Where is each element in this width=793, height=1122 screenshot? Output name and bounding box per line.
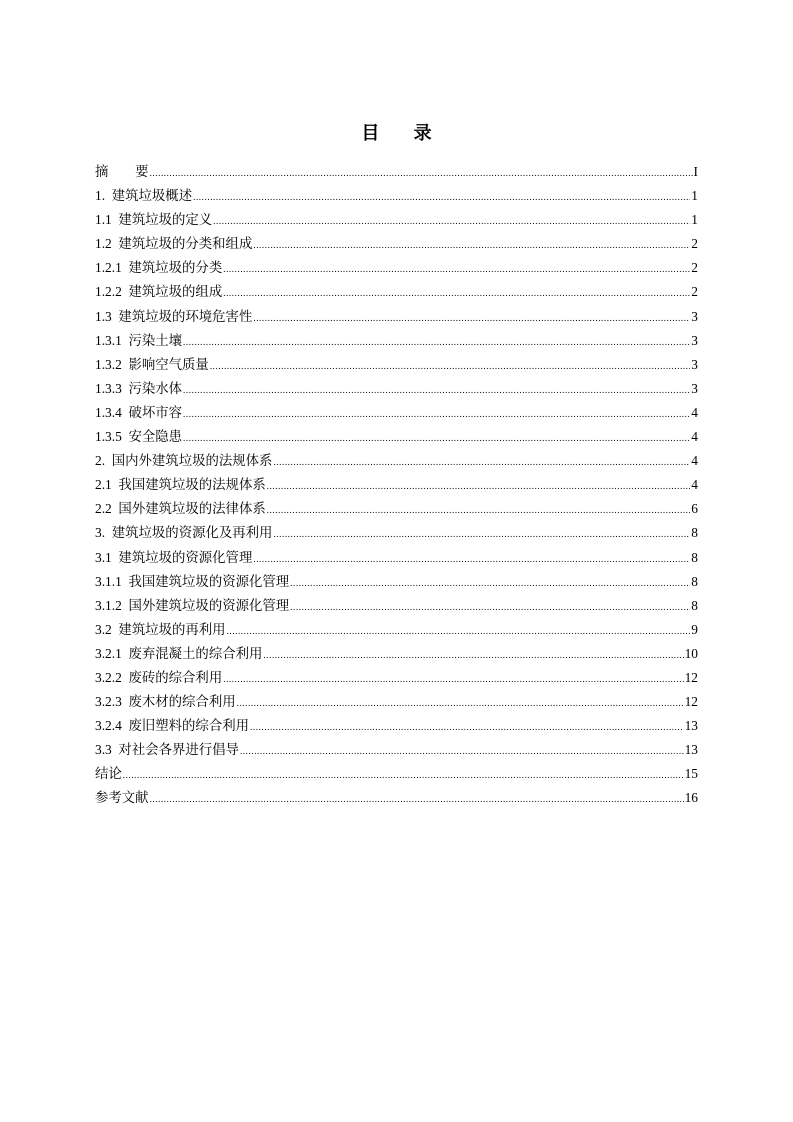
toc-entry-page-number: 9 <box>691 621 698 637</box>
page-title: 目 录 <box>361 123 446 144</box>
toc-dot-leader <box>290 595 690 619</box>
toc-entry-page-number: 3 <box>691 380 698 396</box>
toc-entry-page-number: 1 <box>691 212 698 228</box>
toc-dot-leader <box>227 619 691 643</box>
toc-entry[interactable] <box>95 425 698 449</box>
toc-dot-leader <box>150 787 684 811</box>
toc-dot-leader <box>183 330 690 354</box>
toc-entry-label: 2.2 国外建筑垃圾的法律体系 <box>95 501 266 517</box>
toc-entry-page-number: 2 <box>691 260 698 276</box>
toc-entry-label: 3.3 对社会各界进行倡导 <box>95 742 239 758</box>
toc-entry[interactable] <box>95 160 698 184</box>
toc-entry-page-number: 3 <box>691 308 698 324</box>
toc-entry[interactable] <box>95 497 698 521</box>
toc-entry-page-number: 13 <box>684 718 698 734</box>
toc-dot-leader <box>267 498 691 522</box>
toc-entry-page-number: 4 <box>691 453 698 469</box>
toc-entry-label: 1.3 建筑垃圾的环境危害性 <box>95 308 253 324</box>
toc-entry-page-number: 2 <box>691 236 698 252</box>
toc-entry[interactable] <box>95 521 698 545</box>
toc-entry[interactable] <box>95 401 698 425</box>
toc-entry-label: 1.2 建筑垃圾的分类和组成 <box>95 236 253 252</box>
toc-list <box>95 160 698 811</box>
toc-entry[interactable] <box>95 232 698 256</box>
toc-dot-leader <box>223 667 683 691</box>
toc-dot-leader <box>273 522 690 546</box>
toc-entry[interactable] <box>95 738 698 762</box>
toc-dot-leader <box>253 233 690 257</box>
toc-entry-label: 3.2.2 废砖的综合利用 <box>95 669 223 685</box>
toc-entry-page-number: 8 <box>691 573 698 589</box>
toc-entry-page-number: 8 <box>691 525 698 541</box>
toc-dot-leader <box>210 354 690 378</box>
toc-entry[interactable] <box>95 305 698 329</box>
toc-entry-page-number: 16 <box>684 790 698 806</box>
toc-entry-label: 3.2.4 废旧塑料的综合利用 <box>95 718 249 734</box>
toc-entry[interactable] <box>95 570 698 594</box>
toc-entry[interactable] <box>95 473 698 497</box>
toc-entry-page-number: 12 <box>684 669 698 685</box>
toc-dot-leader <box>183 402 690 426</box>
toc-entry-label: 3.1.2 国外建筑垃圾的资源化管理 <box>95 597 290 613</box>
toc-dot-leader <box>193 185 690 209</box>
toc-entry-label: 1.2.2 建筑垃圾的组成 <box>95 284 223 300</box>
toc-dot-leader <box>223 281 690 305</box>
toc-dot-leader <box>237 691 684 715</box>
toc-entry-label: 3.2.1 废弃混凝土的综合利用 <box>95 645 263 661</box>
toc-entry-label: 1.3.2 影响空气质量 <box>95 356 209 372</box>
toc-entry[interactable] <box>95 594 698 618</box>
toc-entry-label: 1.1 建筑垃圾的定义 <box>95 212 213 228</box>
toc-entry[interactable] <box>95 280 698 304</box>
toc-entry-label: 3. 建筑垃圾的资源化及再利用 <box>95 525 273 541</box>
toc-entry-label: 结论 <box>95 766 122 782</box>
toc-entry-label: 1.3.4 破坏市容 <box>95 404 183 420</box>
toc-entry-page-number: 12 <box>684 694 698 710</box>
toc-dot-leader <box>253 306 690 330</box>
toc-entry-label: 2.1 我国建筑垃圾的法规体系 <box>95 477 266 493</box>
toc-dot-leader <box>253 547 690 571</box>
toc-entry-label: 3.2 建筑垃圾的再利用 <box>95 621 226 637</box>
toc-entry-page-number: 8 <box>691 549 698 565</box>
toc-entry[interactable] <box>95 786 698 810</box>
toc-entry-page-number: I <box>693 164 698 179</box>
toc-dot-leader <box>267 474 691 498</box>
toc-dot-leader <box>290 571 690 595</box>
toc-entry[interactable] <box>95 618 698 642</box>
toc-dot-leader <box>183 426 690 450</box>
toc-entry-label: 2. 国内外建筑垃圾的法规体系 <box>95 453 273 469</box>
toc-entry[interactable] <box>95 353 698 377</box>
toc-entry-page-number: 8 <box>691 597 698 613</box>
toc-entry-label: 3.1.1 我国建筑垃圾的资源化管理 <box>95 573 290 589</box>
toc-entry-label: 3.2.3 废木材的综合利用 <box>95 694 236 710</box>
toc-entry-page-number: 13 <box>684 742 698 758</box>
toc-entry[interactable] <box>95 377 698 401</box>
toc-entry[interactable] <box>95 184 698 208</box>
toc-entry-label: 1.3.3 污染水体 <box>95 380 183 396</box>
toc-entry[interactable] <box>95 256 698 280</box>
toc-entry-page-number: 4 <box>691 429 698 445</box>
toc-entry[interactable] <box>95 714 698 738</box>
toc-entry[interactable] <box>95 329 698 353</box>
toc-entry-page-number: 3 <box>691 356 698 372</box>
toc-entry-label: 3.1 建筑垃圾的资源化管理 <box>95 549 253 565</box>
toc-entry[interactable] <box>95 666 698 690</box>
toc-entry-page-number: 2 <box>691 284 698 300</box>
toc-entry[interactable] <box>95 762 698 786</box>
toc-entry-page-number: 4 <box>691 477 698 493</box>
toc-dot-leader <box>213 209 690 233</box>
toc-dot-leader <box>123 763 684 787</box>
toc-entry-page-number: 10 <box>684 645 698 661</box>
toc-entry[interactable] <box>95 449 698 473</box>
toc-entry-page-number: 4 <box>691 404 698 420</box>
toc-entry-label: 摘 要 <box>95 164 149 179</box>
toc-dot-leader <box>150 161 693 185</box>
toc-entry-label: 1. 建筑垃圾概述 <box>95 188 193 204</box>
toc-dot-leader <box>263 643 683 667</box>
toc-entry[interactable] <box>95 208 698 232</box>
toc-entry[interactable] <box>95 546 698 570</box>
toc-entry-page-number: 3 <box>691 332 698 348</box>
toc-entry[interactable] <box>95 690 698 714</box>
toc-dot-leader <box>240 739 684 763</box>
toc-entry-page-number: 15 <box>684 766 698 782</box>
toc-entry-label: 1.3.1 污染土壤 <box>95 332 183 348</box>
toc-dot-leader <box>273 450 690 474</box>
toc-entry-page-number: 6 <box>691 501 698 517</box>
toc-dot-leader <box>250 715 684 739</box>
toc-entry-page-number: 1 <box>691 188 698 204</box>
toc-entry-label: 1.2.1 建筑垃圾的分类 <box>95 260 223 276</box>
toc-entry[interactable] <box>95 642 698 666</box>
toc-dot-leader <box>223 257 690 281</box>
toc-entry-label: 参考文献 <box>95 790 149 806</box>
toc-entry-label: 1.3.5 安全隐患 <box>95 429 183 445</box>
toc-dot-leader <box>183 378 690 402</box>
